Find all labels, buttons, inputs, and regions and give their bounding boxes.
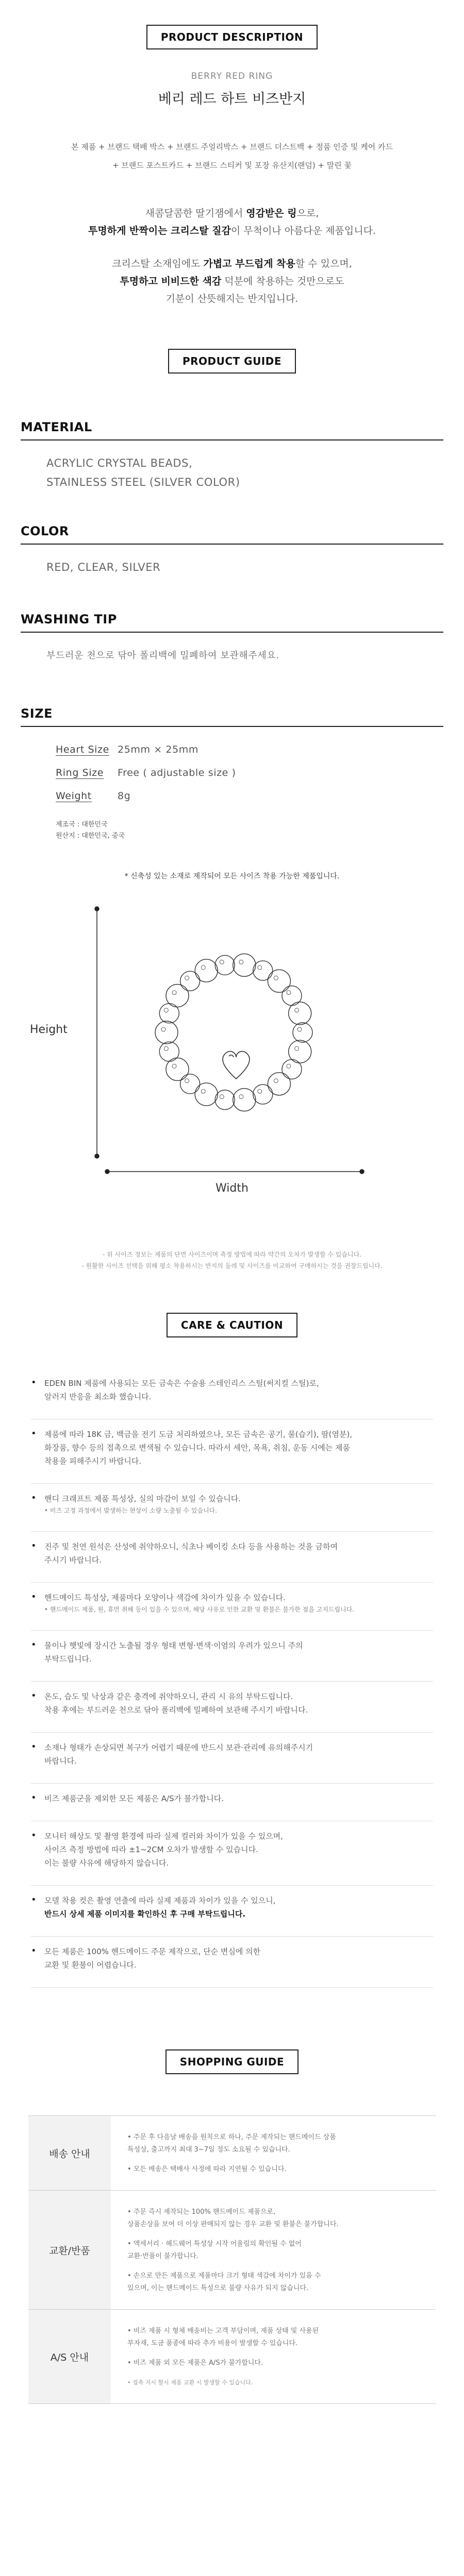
shipping-paragraph [127,2206,339,2231]
bead [282,986,302,1006]
care-text [44,1690,308,1717]
care-item [31,1368,433,1419]
care-subnote: • 비즈 고정 과정에서 발생하는 현상이 소량 노출될 수 있습니다. [44,1507,218,1514]
bead-highlight [274,976,278,980]
text: 으로, [296,208,319,219]
care-text [44,1792,224,1805]
shipping-line: • 모든 배송은 택배사 사정에 따라 지연될 수 있습니다. [127,2165,287,2173]
components-line: + 브랜드 포스트카드 + 브랜드 스티커 및 포장 유산지(랜덤) + 말린 꽃 [112,161,352,170]
shipping-line: • 주문 후 다음날 배송을 원칙으로 하나, 주문 제작되는 핸드메이드 상품 [127,2133,336,2141]
shipping-row [28,2116,436,2191]
care-line: 모니터 해상도 및 촬영 환경에 따라 실제 컬러와 차이가 있을 수 있으며, [44,1832,283,1841]
bullet-icon: • [31,1945,37,1956]
bead [180,1074,200,1094]
bead [282,1059,302,1079]
product-name-ko: 베리 레드 하트 비즈반지 [158,91,306,107]
care-item [31,1937,433,1988]
care-emphasis: 반드시 상세 제품 이미지를 확인하신 후 구매 부탁드립니다. [44,1909,246,1919]
care-text [44,1741,313,1768]
bead [293,1023,312,1042]
size-note: * 신축성 있는 소재로 제작되어 모든 사이즈 착용 가능한 제품입니다. [124,872,340,880]
care-line: 소재나 형태가 손상되면 복구가 어렵기 때문에 반드시 보관·관리에 유의해주시기 [44,1743,313,1752]
care-text [44,1829,283,1870]
care-line: 알러지 반응을 최소화 했습니다. [44,1392,152,1401]
shipping-paragraph [127,2238,339,2263]
size-value: 25mm × 25mm [118,744,198,755]
washing-block [21,612,443,665]
text-bold: 투명하게 반짝이는 크리스탈 질감 [88,225,231,236]
shipping-header: SHOPPING GUIDE [165,2049,299,2074]
description-paragraph [0,255,464,308]
care-line: 모든 제품은 100% 핸드메이드 주문 제작으로, 단순 변심에 의한 [44,1947,261,1956]
material-line: ACRYLIC CRYSTAL BEADS, [46,457,193,469]
bead-highlight [297,1027,302,1031]
text: 새콤달콤한 딸기잼에서 [145,208,246,219]
care-line: 화장품, 향수 등의 접촉으로 변색될 수 있습니다. 따라서 세안, 목욕, 취침, 운동 시에는 제품 [44,1443,350,1452]
bead [215,1090,235,1110]
care-text [44,1639,303,1666]
material-block [21,420,443,492]
guide-section [0,308,464,1272]
care-line: 물이나 햇빛에 장시간 노출될 경우 형태 변형·변색·이염의 우려가 있으니 주의 [44,1641,303,1650]
shipping-row [28,2191,436,2310]
care-line: 바랍니다. [44,1756,77,1766]
bead-highlight [172,1064,176,1068]
bead-highlight [258,1089,262,1093]
washing-title: WASHING TIP [21,612,443,633]
bullet-icon: • [31,1428,37,1439]
bead-highlight [185,976,189,980]
product-name-en: BERRY RED RING [191,71,273,81]
size-row [56,787,443,806]
care-item [31,1733,433,1784]
bead-highlight [172,991,176,995]
shipping-line: 상품손상을 보여 더 이상 판매되지 않는 경우 교환 및 환불은 불가합니다. [127,2221,339,2228]
bead-highlight [287,1064,291,1068]
care-line: 제품에 따라 18K 금, 백금을 전기 도금 처리하였으나, 모든 금속은 공기, 물(습기), 땀(염분), [44,1430,353,1439]
bullet-icon: • [31,1591,37,1602]
color-value: RED, CLEAR, SILVER [46,561,161,573]
size-row [56,764,443,783]
components-line: 본 제품 + 브랜드 택배 박스 + 브랜드 주얼리박스 + 브랜드 더스트백 + 정품 인증 및 케어 카드 [71,142,393,151]
text: 할 수 있으며, [295,258,352,269]
bead [166,985,189,1007]
bead-highlight [295,1008,299,1012]
bead-highlight [164,1008,168,1012]
shipping-row [28,2310,436,2404]
size-footnotes [21,1249,443,1272]
shipping-paragraph [127,2163,336,2176]
bead [159,1004,179,1023]
care-line: 모델 착용 컷은 촬영 연출에 따라 실제 제품과 차이가 있을 수 있으니, [44,1896,276,1905]
size-key: Ring Size [56,767,104,778]
bullet-icon: • [31,1540,37,1551]
care-item [31,1886,433,1937]
care-item [31,1682,433,1733]
care-line: 교환 및 환불이 어렵습니다. [44,1960,137,1970]
ring-illustration [21,868,443,1239]
bead [268,970,290,992]
width-dimension-line [105,1170,364,1174]
care-line: 핸드메이드 특성상, 제품마다 오양이나 색감에 차이가 있을 수 있습니다. [44,1593,286,1602]
bullet-icon: • [31,1690,37,1701]
shipping-section [0,1988,464,2425]
bead [155,1021,178,1044]
shipping-line: 교환·반품이 불가합니다. [127,2252,198,2260]
shipping-line: 있으며, 이는 핸드메이드 특성으로 불량 사유가 되지 않습니다. [127,2284,309,2292]
bead-highlight [201,965,205,970]
shipping-row-content [111,2191,354,2309]
care-line: 주시기 바랍니다. [44,1555,102,1565]
care-line: 착용을 피해주시기 바랍니다. [44,1456,142,1466]
care-line: 진주 및 천연 원석은 산성에 취약하오니, 식초나 베이킹 소다 등을 사용하는 것을 금하여 [44,1542,338,1551]
bead [195,959,218,982]
care-item [31,1532,433,1583]
care-item [31,1484,433,1532]
size-title: SIZE [21,706,443,727]
footnote: - 위 사이즈 정보는 제품의 단면 사이즈이며 측정 방법에 따라 약간의 오차가 발생할 수 있습니다. [102,1251,362,1258]
care-item [31,1821,433,1886]
bead-highlight [239,960,243,964]
shipping-paragraph [127,2325,319,2350]
care-line: 착용 후에는 부드러운 천으로 닦아 폴리백에 밀폐하여 보관해 주시기 바랍니다. [44,1705,308,1715]
bead [195,1083,218,1106]
text-bold: 가볍고 부드럽게 착용 [203,258,295,269]
text: 이 무척이나 아름다운 제품입니다. [230,225,376,236]
care-text [44,1894,275,1921]
bead [159,1042,179,1061]
bead-highlight [161,1027,165,1031]
shipping-line: • 액세서리 · 헤드웨어 특성상 시작 어울림의 확인될 수 없어 [127,2240,302,2248]
bullet-icon: • [31,1830,37,1841]
bead [180,971,200,991]
care-text [44,1945,260,1972]
size-key: Heart Size [56,744,109,755]
bead-highlight [295,1046,299,1050]
care-section [0,1272,464,1988]
washing-value: 부드러운 천으로 닦아 폴리백에 밀폐하여 보관해주세요. [46,650,279,661]
origin-country: 원산지 : 대한민국, 중국 [56,832,125,840]
footnote: - 원활한 사이즈 선택을 위해 평소 착용하시는 반지의 둘레 및 사이즈를 비교하여 구매하시는 것을 권장드립니다. [81,1262,383,1269]
shipping-row-content [111,2116,352,2190]
shipping-line: • 비즈 제품 시 형체 배송비는 고객 부담이며, 제품 상태 및 사용된 [127,2327,319,2335]
care-item [31,1631,433,1682]
height-dimension-line [95,907,99,1158]
guide-header: PRODUCT GUIDE [168,349,296,374]
origin-info [56,819,443,842]
text: 기분이 산뜻해지는 반지입니다. [165,293,299,304]
care-line: EDEN BIN 제품에 사용되는 모든 금속은 수술용 스테인리스 스틸(써지컬 스틸)로, [44,1379,319,1388]
size-value: 8g [118,790,131,802]
shipping-line: 부자재, 도금 품종에 따라 추가 비용이 발생할 수 있습니다. [127,2340,298,2347]
bead-highlight [239,1095,243,1099]
size-key: Weight [56,790,92,802]
bead [289,1002,311,1025]
bullet-icon: • [31,1792,37,1803]
bead-highlight [274,1079,278,1083]
width-label: Width [216,1182,248,1195]
shipping-paragraph [127,2131,336,2156]
bead-highlight [185,1079,189,1083]
bead [233,954,256,976]
care-line: 사이즈 측정 방법에 따라 ±1~2CM 오차가 발생할 수 있습니다. [44,1845,258,1854]
shipping-line: • 비즈 제품 외 모든 제품은 A/S가 불가합니다. [127,2359,263,2367]
bullet-icon: • [31,1741,37,1752]
text: 덕분에 착용하는 것만으로도 [221,276,344,287]
bead-highlight [164,1046,168,1050]
care-item [31,1583,433,1631]
package-components [31,138,433,175]
maker-country: 제조국 : 대한민국 [56,821,108,828]
care-line: 온도, 습도 및 낙상과 같은 충격에 취약하오니, 관리 시 유의 부탁드립니다. [44,1692,293,1701]
heart-charm [223,1052,250,1079]
bullet-icon: • [31,1377,37,1388]
shipping-line: 특성상, 출고까지 최대 3~7일 정도 소요될 수 있습니다. [127,2146,290,2154]
care-text [44,1591,354,1615]
text-bold: 영감받은 링 [246,208,297,219]
shipping-row-content [111,2310,334,2403]
bead [215,955,235,975]
bead-highlight [220,1095,224,1099]
bead [253,961,273,980]
bead [253,1084,273,1104]
bullet-icon: • [31,1493,37,1503]
color-title: COLOR [21,524,443,545]
text: 크리스탈 소재임에도 [112,258,204,269]
bullet-icon: • [31,1894,37,1905]
care-line: 핸디 크래프트 제품 특성상, 실의 마감이 보일 수 있습니다. [44,1494,241,1503]
shipping-row-heading: A/S 안내 [28,2310,111,2403]
size-value: Free ( adjustable size ) [118,767,236,778]
material-title: MATERIAL [21,420,443,440]
care-text [44,1377,319,1403]
shipping-table [28,2115,436,2404]
size-row [56,740,443,759]
shipping-row-heading: 배송 안내 [28,2116,111,2190]
bead [268,1073,290,1095]
description-section [0,0,464,308]
shipping-line: • 주문 즉시 제작되는 100% 핸드메이드 제품으로, [127,2208,276,2216]
shipping-line: • 손으로 만든 제품으로 제품마다 크기 형태 색감에 차이가 있을 수 [127,2272,321,2280]
care-text [44,1540,338,1567]
height-label: Height [30,1023,68,1036]
shipping-paragraph [127,2270,339,2295]
size-diagram [21,868,443,1239]
bead-highlight [220,960,224,964]
care-text [44,1492,241,1516]
shipping-row-heading: 교환/반품 [28,2191,111,2309]
care-subnote: • 핸드메이드 제품, 원, 휴먼 취해 등이 있을 수 있으며, 해당 사유로 인한 교환 및 환불은 불가한 점을 고지드립니다. [44,1606,355,1613]
care-line: 이는 불량 사유에 해당하지 않습니다. [44,1858,169,1868]
ring-beads [155,954,312,1111]
care-list [31,1368,433,1988]
care-header: CARE & CAUTION [167,1313,297,1337]
bead-highlight [258,965,262,970]
bead-highlight [287,991,291,995]
care-line: 부탁드립니다. [44,1654,92,1664]
care-item [31,1419,433,1484]
color-block [21,524,443,577]
bullet-icon: • [31,1639,37,1650]
shipping-paragraph [127,2357,319,2369]
material-line: STAINLESS STEEL (SILVER COLOR) [46,476,240,488]
text-bold: 투명하고 비비드한 색감 [120,276,222,287]
care-item [31,1784,433,1821]
description-paragraph [0,205,464,240]
bead [233,1089,256,1111]
bead-highlight [201,1089,205,1093]
size-block [21,706,443,842]
care-text [44,1428,352,1468]
description-header: PRODUCT DESCRIPTION [146,25,318,49]
shipping-footnote: • 접촉 지시 할시 제품 교환 시 발생할 수 있습니다. [127,2379,253,2386]
care-line: 비즈 제품군을 제외한 모든 제품은 A/S가 불가합니다. [44,1794,224,1803]
